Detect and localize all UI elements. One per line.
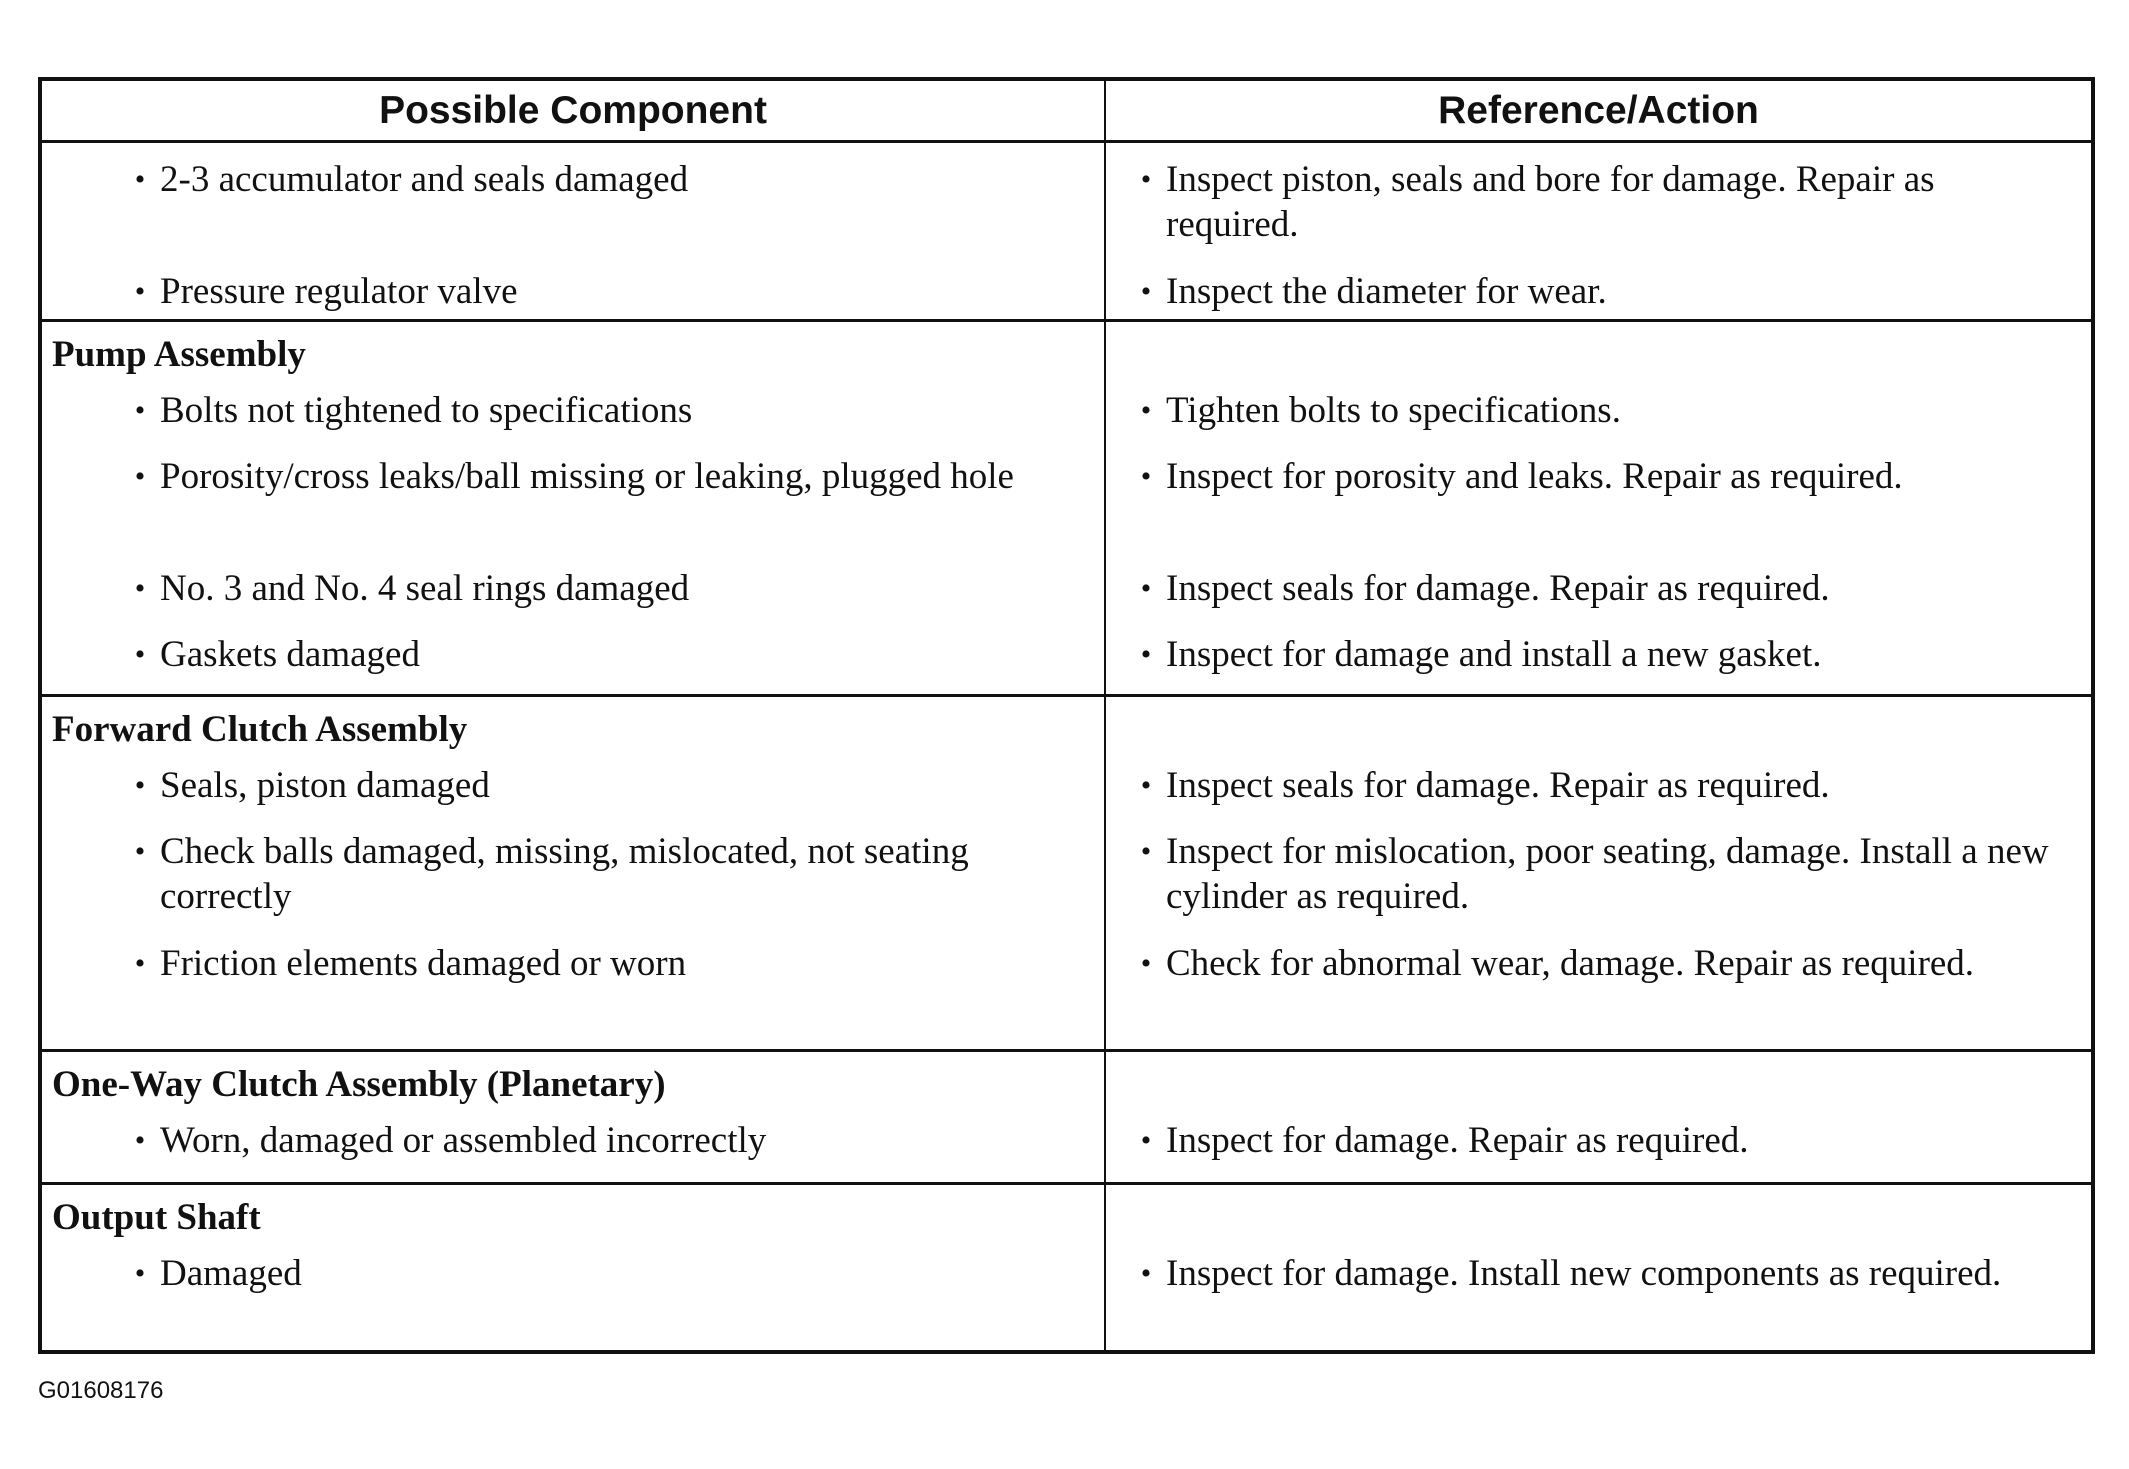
component-text: Porosity/cross leaks/ball missing or leaking, plugged hole xyxy=(160,456,1014,497)
section-heading: Pump Assembly xyxy=(52,334,306,375)
bullet-icon: • xyxy=(1140,769,1152,802)
component-column xyxy=(42,1185,1106,1350)
action-text: Inspect for porosity and leaks. Repair as required. xyxy=(1166,456,1903,497)
component-text: No. 3 and No. 4 seal rings damaged xyxy=(160,568,690,609)
bullet-icon: • xyxy=(1140,638,1152,671)
section-heading: Output Shaft xyxy=(52,1197,261,1238)
bullet-icon: • xyxy=(134,572,146,605)
figure-id: G01608176 xyxy=(38,1377,164,1404)
table-row xyxy=(52,157,1094,269)
action-text: Inspect for mislocation, poor seating, damage. Install a new cylinder as required. xyxy=(1166,831,2049,917)
bullet-icon: • xyxy=(134,1124,146,1157)
component-column xyxy=(42,322,1106,694)
table-row xyxy=(1126,1251,2061,1296)
component-text: Gaskets damaged xyxy=(160,634,420,675)
table-row xyxy=(52,941,1094,986)
bullet-icon: • xyxy=(1140,572,1152,605)
table-row xyxy=(1126,157,2061,269)
table-section xyxy=(42,143,2091,322)
bullet-icon: • xyxy=(134,769,146,802)
bullet-icon: • xyxy=(1140,275,1152,308)
table-row xyxy=(52,632,1094,677)
table-row xyxy=(52,1118,1094,1163)
table-row xyxy=(1126,566,2061,632)
component-text: Worn, damaged or assembled incorrectly xyxy=(160,1120,767,1161)
component-text: Bolts not tightened to specifications xyxy=(160,390,693,431)
action-text: Inspect seals for damage. Repair as required. xyxy=(1166,765,1830,806)
diagnosis-table xyxy=(38,77,2095,1354)
bullet-icon: • xyxy=(134,835,146,868)
table-row xyxy=(52,1251,1094,1296)
table-row xyxy=(1126,941,2061,986)
table-section xyxy=(42,322,2091,697)
table-row xyxy=(52,763,1094,829)
table-row xyxy=(52,269,1094,314)
bullet-icon: • xyxy=(1140,394,1152,427)
bullet-icon: • xyxy=(134,947,146,980)
action-text: Inspect the diameter for wear. xyxy=(1166,271,1607,312)
action-column xyxy=(1106,1052,2091,1182)
header-possible-component: Possible Component xyxy=(42,81,1106,140)
table-row xyxy=(1126,632,2061,677)
table-row xyxy=(52,829,1094,941)
component-text: Friction elements damaged or worn xyxy=(160,943,687,984)
component-text: Pressure regulator valve xyxy=(160,271,518,312)
component-text: Damaged xyxy=(160,1253,302,1294)
action-text: Inspect for damage. Install new components as required. xyxy=(1166,1253,2002,1294)
component-column xyxy=(42,1052,1106,1182)
action-text: Inspect piston, seals and bore for damage. Repair as required. xyxy=(1166,159,1935,245)
bullet-icon: • xyxy=(134,1257,146,1290)
action-text: Inspect seals for damage. Repair as required. xyxy=(1166,568,1830,609)
component-column xyxy=(42,697,1106,1049)
bullet-icon: • xyxy=(134,275,146,308)
component-text: Seals, piston damaged xyxy=(160,765,490,806)
component-text: 2-3 accumulator and seals damaged xyxy=(160,159,689,200)
action-text: Inspect for damage and install a new gasket. xyxy=(1166,634,1822,675)
bullet-icon: • xyxy=(134,163,146,196)
bullet-icon: • xyxy=(134,460,146,493)
bullet-icon: • xyxy=(1140,947,1152,980)
header-reference-action: Reference/Action xyxy=(1438,88,1759,132)
bullet-icon: • xyxy=(134,394,146,427)
table-header xyxy=(42,81,2091,143)
table-section xyxy=(42,1052,2091,1185)
bullet-icon: • xyxy=(1140,835,1152,868)
action-column xyxy=(1106,322,2091,694)
bullet-icon: • xyxy=(1140,163,1152,196)
table-row xyxy=(52,388,1094,454)
action-column xyxy=(1106,697,2091,1049)
component-text: Check balls damaged, missing, mislocated, not seating correctly xyxy=(160,831,969,917)
action-column xyxy=(1106,143,2091,319)
action-text: Tighten bolts to specifications. xyxy=(1166,390,1621,431)
action-text: Inspect for damage. Repair as required. xyxy=(1166,1120,1749,1161)
table-row xyxy=(52,454,1094,566)
bullet-icon: • xyxy=(1140,460,1152,493)
bullet-icon: • xyxy=(134,638,146,671)
action-column xyxy=(1106,1185,2091,1350)
component-column xyxy=(42,143,1106,319)
section-heading: One-Way Clutch Assembly (Planetary) xyxy=(52,1064,666,1105)
table-row xyxy=(1126,454,2061,566)
bullet-icon: • xyxy=(1140,1124,1152,1157)
table-row xyxy=(52,566,1094,632)
table-row xyxy=(1126,388,2061,454)
bullet-icon: • xyxy=(1140,1257,1152,1290)
action-text: Check for abnormal wear, damage. Repair as required. xyxy=(1166,943,1975,984)
table-row xyxy=(1126,269,2061,314)
table-row xyxy=(1126,763,2061,829)
table-row xyxy=(1126,1118,2061,1163)
table-section xyxy=(42,697,2091,1052)
table-row xyxy=(1126,829,2061,941)
section-heading: Forward Clutch Assembly xyxy=(52,709,468,750)
table-section xyxy=(42,1185,2091,1350)
